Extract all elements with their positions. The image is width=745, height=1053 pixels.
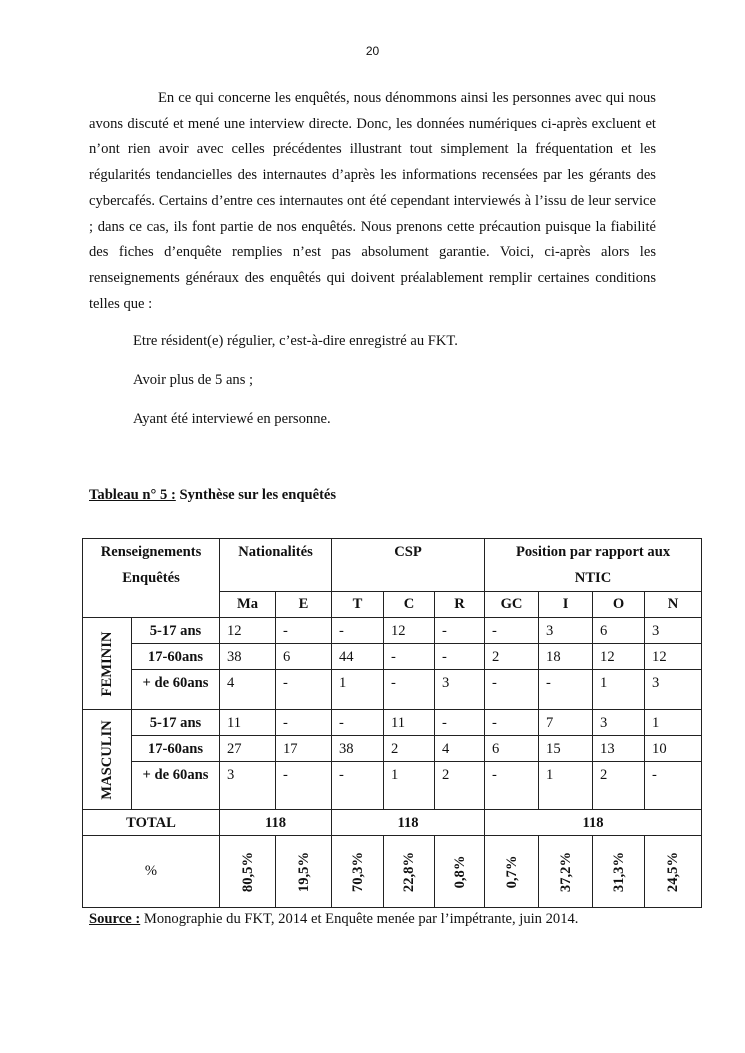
percent-cell (645, 836, 702, 908)
data-cell: - (276, 762, 332, 810)
percent-cell (384, 836, 435, 908)
data-cell: 3 (645, 670, 702, 710)
corner-header-line2: Enquêtés (122, 570, 180, 586)
percent-cell (220, 836, 276, 908)
data-cell: 15 (539, 736, 593, 762)
percent-value: 0,8% (451, 855, 468, 888)
data-cell: - (645, 762, 702, 810)
data-cell: 2 (435, 762, 485, 810)
synthesis-table (82, 538, 702, 908)
data-cell: 1 (645, 710, 702, 736)
age-label: 5-17 ans (132, 618, 220, 644)
total-position: 118 (485, 810, 702, 836)
source-note (89, 911, 578, 928)
data-cell: 3 (435, 670, 485, 710)
data-cell: - (435, 710, 485, 736)
data-cell: 1 (384, 762, 435, 810)
data-cell: 18 (539, 644, 593, 670)
masculin-label: MASCULIN (99, 719, 115, 800)
col-header: R (435, 592, 485, 618)
data-cell: 3 (539, 618, 593, 644)
data-cell: 12 (220, 618, 276, 644)
data-cell: 27 (220, 736, 276, 762)
data-cell: 3 (645, 618, 702, 644)
percent-cell (539, 836, 593, 908)
percent-value: 22,8% (401, 851, 417, 892)
feminin-group-label (83, 618, 132, 710)
data-cell: 1 (539, 762, 593, 810)
percent-value: 31,3% (610, 851, 627, 892)
table-row (83, 670, 702, 710)
data-cell: 11 (384, 710, 435, 736)
data-cell: 38 (220, 644, 276, 670)
data-cell: - (276, 710, 332, 736)
col-header: I (539, 592, 593, 618)
data-cell: 6 (276, 644, 332, 670)
col-header: C (384, 592, 435, 618)
source-label: Source : (89, 911, 141, 927)
percent-cell (435, 836, 485, 908)
total-nationalites: 118 (220, 810, 332, 836)
total-row (83, 810, 702, 836)
percent-value: 24,5% (665, 851, 682, 892)
condition-2: Avoir plus de 5 ans ; (133, 372, 254, 388)
data-cell: 12 (593, 644, 645, 670)
percent-value: 37,2% (557, 851, 574, 892)
col-header: Ma (220, 592, 276, 618)
condition-1: Etre résident(e) régulier, c’est-à-dire enregistré au FKT. (133, 333, 458, 349)
percent-label: % (83, 836, 220, 908)
percent-cell (276, 836, 332, 908)
age-label: 17-60ans (132, 644, 220, 670)
percent-value: 19,5% (295, 851, 312, 892)
page-number: 20 (365, 44, 380, 58)
data-cell: 3 (593, 710, 645, 736)
header-csp: CSP (332, 539, 485, 592)
data-cell: - (276, 618, 332, 644)
corner-header (83, 539, 220, 618)
data-cell: 38 (332, 736, 384, 762)
header-nationalites: Nationalités (220, 539, 332, 592)
table-row (83, 710, 702, 736)
data-cell: 12 (645, 644, 702, 670)
data-cell: - (435, 644, 485, 670)
data-cell: 2 (593, 762, 645, 810)
masculin-group-label (83, 710, 132, 810)
data-cell: 3 (220, 762, 276, 810)
data-cell: - (485, 762, 539, 810)
data-cell: 12 (384, 618, 435, 644)
percent-cell (332, 836, 384, 908)
age-label: + de 60ans (132, 670, 220, 710)
header-row (83, 539, 702, 592)
data-cell: - (332, 710, 384, 736)
percent-value: 0,7% (503, 855, 520, 888)
condition-3: Ayant été interviewé en personne. (133, 411, 331, 427)
col-header: GC (485, 592, 539, 618)
percent-cell (485, 836, 539, 908)
data-cell: - (384, 644, 435, 670)
data-cell: 13 (593, 736, 645, 762)
header-position-ntic (485, 539, 702, 592)
data-cell: 6 (593, 618, 645, 644)
data-cell: - (332, 762, 384, 810)
age-label: 17-60ans (132, 736, 220, 762)
col-header: N (645, 592, 702, 618)
data-cell: - (276, 670, 332, 710)
data-cell: 6 (485, 736, 539, 762)
percent-value: 70,3% (349, 851, 366, 892)
feminin-label: FEMININ (99, 631, 115, 696)
header-position-line1: Position par rapport aux (515, 544, 671, 560)
table-row (83, 644, 702, 670)
data-cell: 44 (332, 644, 384, 670)
age-label: + de 60ans (132, 762, 220, 810)
data-cell: - (485, 618, 539, 644)
age-label: 5-17 ans (132, 710, 220, 736)
data-cell: 4 (435, 736, 485, 762)
data-cell: 2 (384, 736, 435, 762)
data-cell: 7 (539, 710, 593, 736)
intro-paragraph (89, 86, 656, 317)
data-cell: 10 (645, 736, 702, 762)
intro-paragraph-text: En ce qui concerne les enquêtés, nous dénommons ainsi les personnes avec qui nous avons discuté et mené une interview directe. Donc, les données numériques ci-après excluent et n’ont rien avoir avec celles précédentes illustrant tout simplement la fréquentation et les régularités tendancielles des internautes d’après les informations recensées par les gérants des cybercafés. Certains d’entre ces internautes ont été cependant interviewés à l’issu de leur service ; dans ce cas, ils font partie de nos enquêtés. Nous prenons cette précaution puisque la fiabilité des fiches d’enquête remplies n’est pas absolument garantie. Voici, ci-après alors les renseignements généraux des enquêtés qui doivent préalablement remplir certaines conditions telles que : (89, 90, 656, 312)
data-cell: 1 (593, 670, 645, 710)
data-cell: - (384, 670, 435, 710)
data-cell: - (485, 710, 539, 736)
data-cell: 11 (220, 710, 276, 736)
percent-value: 80,5% (239, 851, 256, 892)
table-caption-title: Synthèse sur les enquêtés (175, 487, 337, 503)
col-header: E (276, 592, 332, 618)
data-cell: - (539, 670, 593, 710)
percent-row (83, 836, 702, 908)
col-header: O (593, 592, 645, 618)
total-csp: 118 (332, 810, 485, 836)
data-cell: 1 (332, 670, 384, 710)
data-cell: - (435, 618, 485, 644)
col-header: T (332, 592, 384, 618)
corner-header-line1: Renseignements (100, 544, 202, 560)
table-caption (89, 487, 336, 504)
data-cell: 2 (485, 644, 539, 670)
table-row (83, 618, 702, 644)
table-caption-label: Tableau n° 5 : (89, 487, 176, 503)
data-cell: - (332, 618, 384, 644)
percent-cell (593, 836, 645, 908)
header-position-line2: NTIC (574, 570, 612, 586)
data-cell: - (485, 670, 539, 710)
data-cell: 4 (220, 670, 276, 710)
source-text: Monographie du FKT, 2014 et Enquête menée par l’impétrante, juin 2014. (140, 911, 579, 927)
table-row (83, 762, 702, 810)
data-cell: 17 (276, 736, 332, 762)
table-row (83, 736, 702, 762)
total-label: TOTAL (83, 810, 220, 836)
